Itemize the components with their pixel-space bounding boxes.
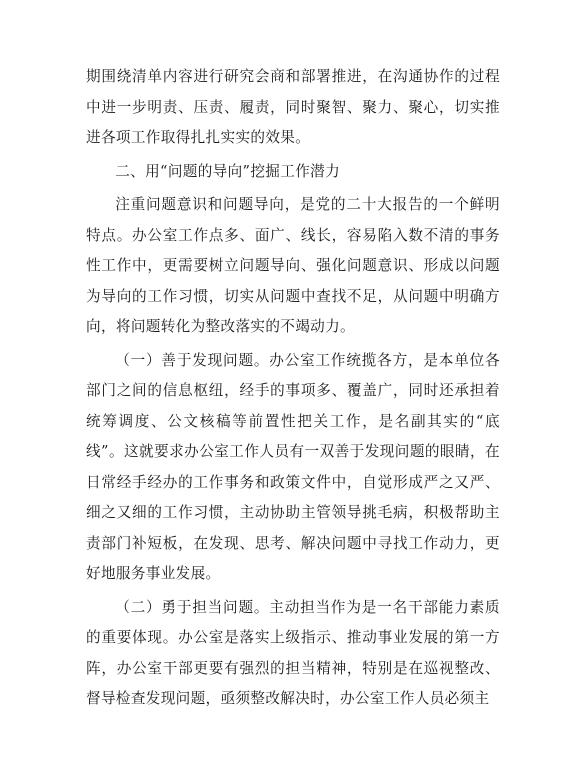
section-heading: 二、用“问题的导向”挖掘工作潜力 — [115, 162, 341, 180]
paragraph-point-1: （一）善于发现问题。办公室工作统揽各方，是本单位各部门之间的信息枢纽，经手的事项多、覆盖广，同时还承担着统筹调度、公文核稿等前置性把关工作，是名副其实的“底线”。这就要求办公室工作人员有一双善于发现问题的眼睛，在日常经手经办的工作事务和政策文件中，自觉形成严之又严、细之又细的工作习惯，主动协助主管领导挑毛病，积极帮助主责部门补短板，在发现、思考、解决问题中寻找工作动力，更好地服务事业发展。 — [86, 351, 500, 582]
paragraph-point-2: （二）勇于担当问题。主动担当作为是一名干部能力素质的重要体现。办公室是落实上级指示、推动事业发展的第一方阵，办公室干部更要有强烈的担当精神，特别是在巡视整改、督导检查发现问题，亟须整改解决时，办公室工作人员必须主 — [86, 598, 500, 707]
paragraph-intro: 注重问题意识和问题导向，是党的二十大报告的一个鲜明特点。办公室工作点多、面广、线长，容易陷入数不清的事务性工作中，更需要树立问题导向、强化问题意识、形成以问题为导向的工作习惯，切实从问题中查找不足，从问题中明确方向，将问题转化为整改落实的不竭动力。 — [86, 196, 500, 335]
paragraph-continuation: 期围绕清单内容进行研究会商和部署推进，在沟通协作的过程中进一步明责、压责、履责，同时聚智、聚力、聚心，切实推进各项工作取得扎扎实实的效果。 — [86, 68, 500, 146]
